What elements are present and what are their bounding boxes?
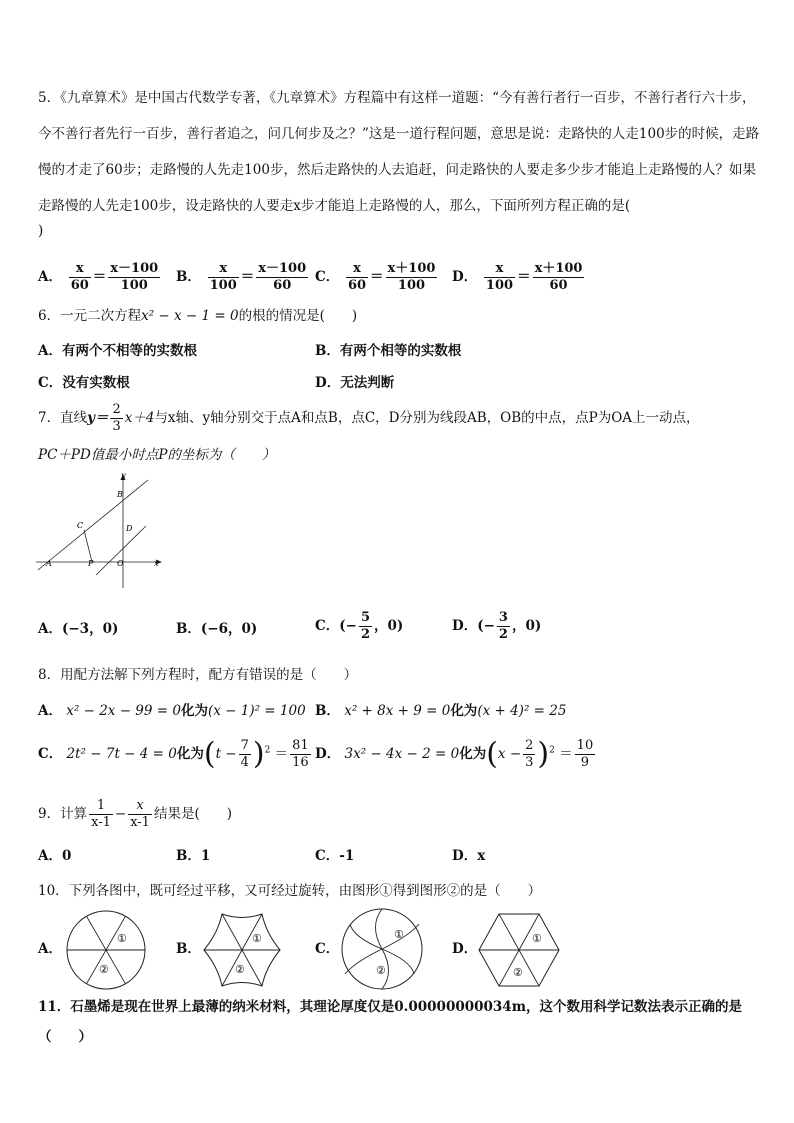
question-11-stem: 11．石墨烯是现在世界上最薄的纳米材料，其理论厚度仅是0.00000000034m，这个数用科学记数法表示正确的是 bbox=[38, 999, 742, 1015]
option-c[interactable]: C． $\frac{x}{60}$ ＝ $\frac{x+100}{100}$ bbox=[315, 261, 436, 293]
question-9-stem: 9．计算 $\frac{1}{x-1}$ − $\frac{x}{x-1}$ 结果是( ) bbox=[38, 798, 233, 830]
option-c[interactable]: C． bbox=[315, 941, 340, 957]
option-a[interactable]: A． bbox=[38, 941, 62, 957]
svg-text:①: ① bbox=[394, 928, 404, 941]
svg-text:②: ② bbox=[235, 963, 245, 976]
svg-text:①: ① bbox=[252, 932, 262, 945]
svg-text:②: ② bbox=[513, 966, 523, 979]
svg-text:②: ② bbox=[99, 963, 109, 976]
svg-text:①: ① bbox=[532, 932, 542, 945]
label-p: P bbox=[88, 559, 94, 568]
option-a[interactable]: A．有两个不相等的实数根 bbox=[38, 343, 197, 359]
figure-c-curved-circle bbox=[339, 906, 425, 992]
option-b[interactable]: B． $\frac{x}{100}$ ＝ $\frac{x-100}{60}$ bbox=[176, 261, 307, 293]
option-c[interactable]: C．(− $\frac{5}{2}$ ，0) bbox=[315, 610, 404, 642]
question-11-line2: （ ） bbox=[38, 1029, 92, 1045]
question-6-stem: 6．一元二次方程x² − x − 1 = 0的根的情况是( ) bbox=[38, 308, 358, 324]
option-c[interactable]: C． 2t² − 7t − 4 = 0化为(t − $\frac{7}{4}$ )$^2$ ＝ $\frac{81}{16}$ bbox=[38, 736, 309, 772]
label-d: D bbox=[126, 524, 133, 533]
figure-a-circle-sectors bbox=[63, 909, 149, 991]
option-b[interactable]: B． x² + 8x + 9 = 0化为(x + 4)² = 25 bbox=[315, 703, 567, 719]
option-b[interactable]: B．(−6，0) bbox=[176, 621, 258, 637]
label-x: x bbox=[154, 559, 159, 568]
option-d[interactable]: D．(− $\frac{3}{2}$ ，0) bbox=[452, 610, 542, 642]
option-a[interactable]: A． x² − 2x − 99 = 0化为(x − 1)² = 100 bbox=[38, 703, 306, 719]
question-7-figure bbox=[36, 470, 166, 590]
figure-d-hexagon-triangles bbox=[477, 910, 563, 990]
option-b[interactable]: B．有两个相等的实数根 bbox=[315, 343, 462, 359]
equation: x² − x − 1 = 0 bbox=[141, 308, 239, 324]
question-7-stem: 7．直线y＝ $\frac{2}{3}$ x＋4与x轴、y轴分别交于点A和点B，点C，D分别为线段AB，OB的中点，点P为OA上一动点， bbox=[38, 402, 700, 434]
option-d[interactable]: D．x bbox=[452, 848, 486, 864]
question-10-stem: 10．下列各图中，既可经过平移，又可经过旋转，由图形①得到图形②的是（ ） bbox=[38, 883, 542, 899]
label-b: B bbox=[117, 490, 123, 499]
label-a: A bbox=[46, 559, 52, 568]
label-o: O bbox=[117, 559, 124, 568]
option-b[interactable]: B． bbox=[176, 941, 201, 957]
question-5-stem bbox=[38, 80, 768, 224]
option-d[interactable]: D． bbox=[452, 941, 478, 957]
question-5-close: ) bbox=[38, 223, 44, 239]
figure-b-curved-hexagon bbox=[200, 909, 284, 991]
label-c: C bbox=[77, 521, 84, 530]
option-d[interactable]: D． $\frac{x}{100}$ ＝ $\frac{x+100}{60}$ bbox=[452, 261, 583, 293]
option-b[interactable]: B．1 bbox=[176, 848, 211, 864]
question-8-stem: 8．用配方法解下列方程时，配方有错误的是（ ） bbox=[38, 667, 358, 683]
option-a[interactable]: A． $\frac{x}{60}$ ＝ $\frac{x-100}{100}$ bbox=[38, 261, 159, 293]
svg-text:②: ② bbox=[376, 964, 386, 977]
option-a[interactable]: A．(−3，0) bbox=[38, 621, 119, 637]
svg-text:①: ① bbox=[117, 932, 127, 945]
option-d[interactable]: D． 3x² − 4x − 2 = 0化为(x − $\frac{2}{3}$ )$^2$ ＝ $\frac{10}{9}$ bbox=[315, 736, 594, 772]
option-d[interactable]: D．无法判断 bbox=[315, 375, 395, 391]
option-a[interactable]: A．0 bbox=[38, 848, 72, 864]
question-5-text: 5．《九章算术》是中国古代数学专著，《九章算术》方程篇中有这样一道题：“今有善行者行一百步，不善行者行六十步，今不善行者先行一百步，善行者追之，问几何步及之？”这是一道行程问题，意思是说：走路快的人走100步的时候，走路慢的才走了60步；走路慢的人先走100步，然后走路快的人去追赶，问走路快的人要走多少步才能追上走路慢的人？如果走路慢的人先走100步，设走路快的人要走x步才能追上走路慢的人，那么，下面所列方程正确的是( bbox=[38, 90, 760, 214]
label-y: y bbox=[121, 471, 126, 480]
option-c[interactable]: C．没有实数根 bbox=[38, 375, 130, 391]
option-c[interactable]: C．-1 bbox=[315, 848, 355, 864]
question-7-line2: PC＋PD值最小时点P的坐标为（ ） bbox=[38, 447, 276, 463]
segment-pc bbox=[84, 530, 92, 562]
